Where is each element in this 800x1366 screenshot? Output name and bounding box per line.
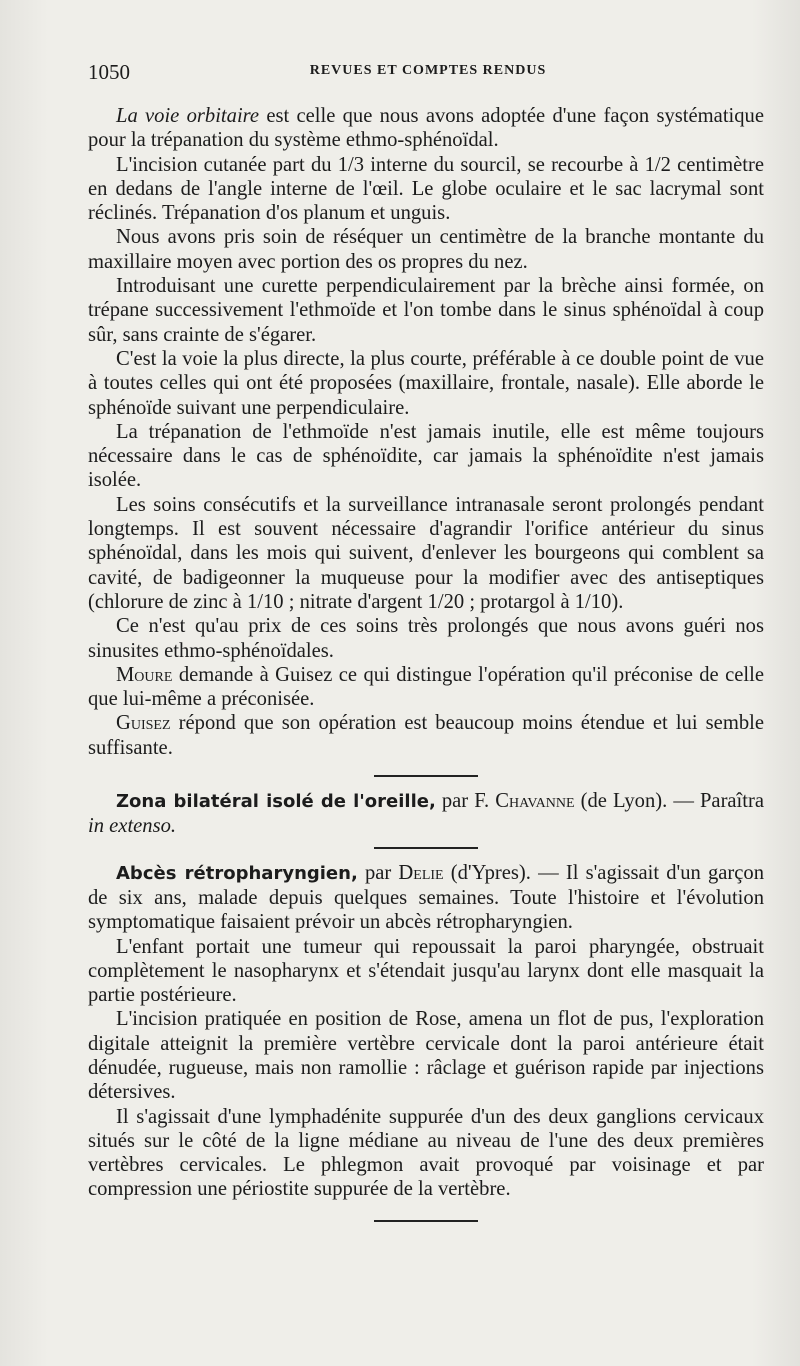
page-body [88, 104, 764, 1222]
emphasis-text: La voie orbitaire [116, 105, 260, 127]
emphasis-text: in extenso. [88, 815, 177, 838]
paragraph: L'enfant portait une tumeur qui repoussait la paroi pharyngée, obstruait complètement le nasopharynx et s'étendait jusqu'au larynx dont elle masquait la partie postérieure. [88, 935, 764, 1007]
article-title: Abcès rétropharyngien, [116, 862, 358, 884]
section-divider [374, 847, 478, 849]
author-name: Delie [398, 861, 444, 884]
section-divider [374, 775, 478, 777]
paragraph: C'est la voie la plus directe, la plus courte, préférable à ce double point de vue à toutes celles qui ont été proposées (maxillaire, frontale, nasale). Elle aborde le sphénoïde suivant une perpendiculaire. [88, 347, 764, 419]
paragraph: L'incision pratiquée en position de Rose, amena un flot de pus, l'exploration digitale atteignit la première vertèbre cervicale dont la paroi antérieure était dénudée, rugueuse, mais non ramollie : râclage et guérison rapide par injections détersives. [88, 1008, 764, 1104]
paragraph: Guisez répond que son opération est beaucoup moins étendue et lui semble suffisante. [88, 712, 764, 759]
speaker-name: Guisez [116, 712, 171, 735]
paragraph: Nous avons pris soin de réséquer un centimètre de la branche montante du maxillaire moyen avec portion des os propres du nez. [88, 226, 764, 273]
paragraph: Les soins consécutifs et la surveillance intranasale seront prolongés pendant longtemps. Il est souvent nécessaire d'agrandir l'orifice antérieur du sinus sphénoïdal, dans les mois qui suivent, d'enlever les bourgeons qui comblent sa cavité, de badigeonner la muqueuse pour la modifier avec des antiseptiques (chlorure de zinc à 1/10 ; nitrate d'argent 1/20 ; protargol à 1/10). [88, 493, 764, 613]
article-entry: Abcès rétropharyngien, par Delie (d'Ypres). — Il s'agissait d'un garçon de six ans, malade depuis quelques semaines. Toute l'histoire et l'évolution symptomatique faisaient prévoir un abcès rétropharyngien. [88, 861, 765, 934]
paragraph: Introduisant une curette perpendiculairement par la brèche ainsi formée, on trépane successivement l'ethmoïde et l'on tombe dans le sinus sphénoïdal à coup sûr, sans crainte de s'égarer. [88, 275, 764, 346]
article-entry: Zona bilatéral isolé de l'oreille, par F. Chavanne (de Lyon). — Paraîtra in extenso. [88, 790, 765, 838]
running-head: REVUES ET COMPTES RENDUS [309, 63, 547, 78]
paragraph: Il s'agissait d'une lymphadénite suppurée d'un des deux ganglions cervicaux situés sur le côté de la ligne médiane au niveau de l'une des deux premières vertèbres cervicales. Le phlegmon avait provoqué par voisinage et par compression une périostite suppurée de la vertèbre. [88, 1105, 764, 1201]
section-divider [374, 1220, 478, 1222]
speaker-name: Moure [116, 663, 173, 686]
page-number: 1050 [88, 60, 130, 84]
paragraph: La trépanation de l'ethmoïde n'est jamais inutile, elle est même toujours nécessaire dans le cas de sphénoïdite, car jamais la sphénoïdite n'est jamais isolée. [88, 420, 764, 492]
page-header [88, 60, 768, 88]
paragraph: La voie orbitaire est celle que nous avons adoptée d'une façon systématique pour la trépanation du système ethmo-sphénoïdal. [88, 105, 764, 152]
author-name: Chavanne [495, 790, 575, 813]
paragraph: Ce n'est qu'au prix de ces soins très prolongés que nous avons guéri nos sinusites ethmo-sphénoïdales. [88, 615, 764, 662]
paragraph: Moure demande à Guisez ce qui distingue l'opération qu'il préconise de celle que lui-même a préconisée. [88, 663, 764, 711]
article-title: Zona bilatéral isolé de l'oreille, [116, 791, 436, 813]
paragraph: L'incision cutanée part du 1/3 interne du sourcil, se recourbe à 1/2 centimètre en dedans de l'angle interne de l'œil. Le globe oculaire et le sac lacrymal sont réclinés. Trépanation d'os planum et unguis. [88, 153, 764, 225]
